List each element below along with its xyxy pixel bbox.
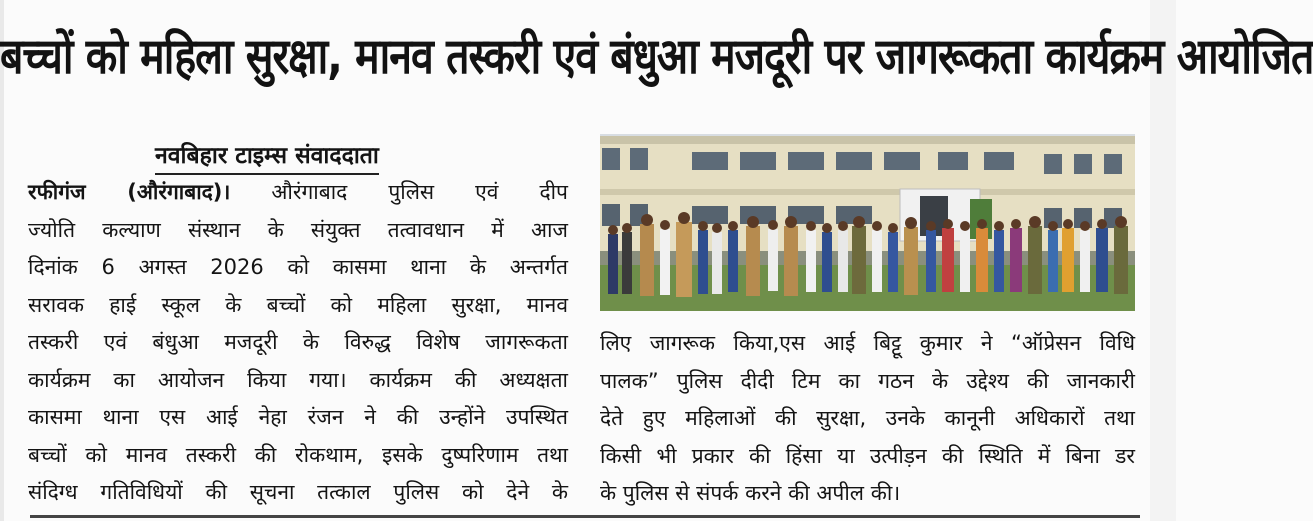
article-dateline: रफीगंज (औरंगाबाद)। [28,180,231,204]
article-byline: नवबिहार टाइम्स संवाददाता [155,140,379,175]
body-line: सरावक हाई स्कूल के बच्चों को महिला सुरक्षा, मानव [28,292,568,317]
body-line: बच्चों को मानव तस्करी की रोकथाम, इसके दुष्परिणाम तथा [28,442,568,467]
body-line: दिनांक 6 अगस्त 2026 को कासमा थाना के अन्तर्गत [28,255,568,279]
body-line: के पुलिस से संपर्क करने की अपील की। [600,481,901,505]
body-line-text: औरंगाबाद पुलिस एवं दीप [230,180,568,204]
news-photo [600,134,1135,311]
article-headline: बच्चों को महिला सुरक्षा, मानव तस्करी एवं बंधुआ मजदूरी पर जागरूकता कार्यक्रम आयोजित [0,27,1313,85]
body-line: ज्योति कल्याण संस्थान के संयुक्त तत्वावधान में आज [28,217,568,242]
body-line: संदिग्ध गतिविधियों की सूचना तत्काल पुलिस को देने के [28,480,568,504]
body-line [28,174,568,212]
body-line: लिए जागरूक किया,एस आई बिट्टू कुमार ने “ऑप्रेसन विधि [600,331,1135,355]
news-photo-illustration [600,134,1135,311]
body-line: कार्यक्रम का आयोजन किया गया। कार्यक्रम की अध्यक्षता [28,367,568,392]
bottom-divider [30,515,1140,518]
article-body-left-column [28,174,568,512]
article-body-right-column [600,325,1135,513]
body-line: पालक” पुलिस दीदी टिम का गठन के उद्देश्य की जानकारी [600,368,1135,393]
body-line: तस्करी एवं बंधुआ मजदूरी के विरुद्ध विशेष जागरूकता [28,330,568,354]
body-line: कासमा थाना एस आई नेहा रंजन ने की उन्होंने उपस्थित [28,405,568,429]
body-line: देते हुए महिलाओं की सुरक्षा, उनके कानूनी अधिकारों तथा [600,406,1135,430]
body-line: किसी भी प्रकार की हिंसा या उत्पीड़न की स्थिति में बिना डर [600,443,1135,468]
